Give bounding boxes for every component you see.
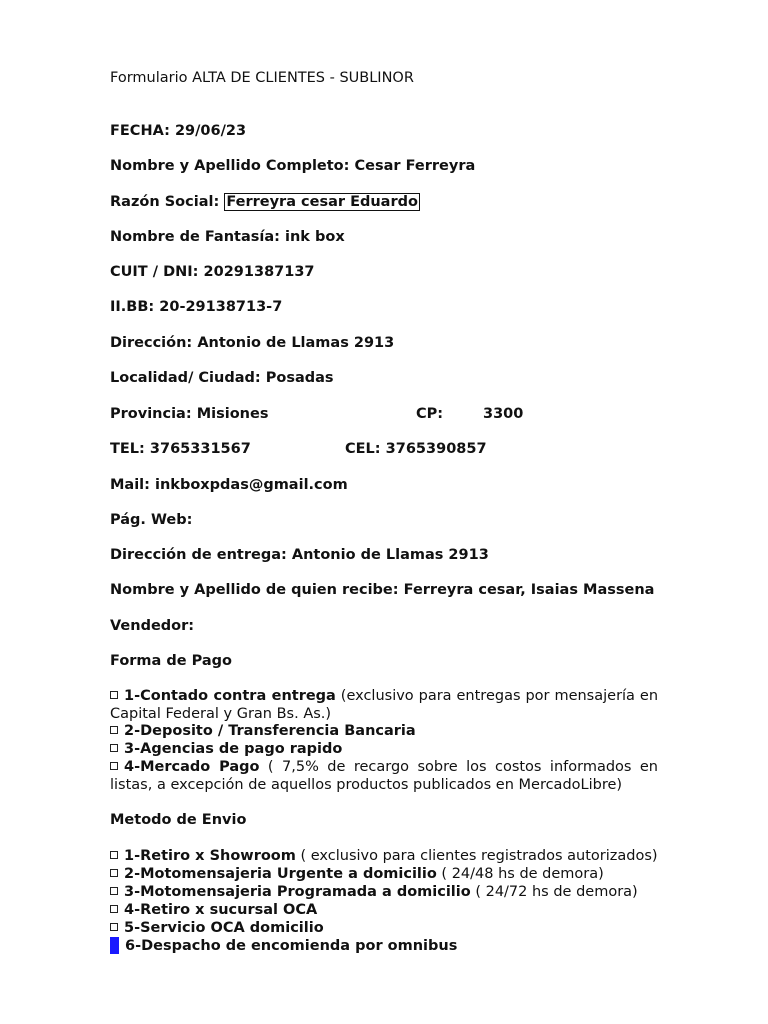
checkbox-icon[interactable] (110, 869, 118, 877)
field-fecha: FECHA: 29/06/23 (110, 123, 247, 139)
field-vendedor: Vendedor: (110, 618, 195, 634)
field-cp-label: CP: (416, 406, 444, 422)
field-razon-social: Razón Social: Ferreyra cesar Eduardo (110, 194, 418, 210)
envio-option-1[interactable]: 1-Retiro x Showroom ( exclusivo para clientes registrados autorizados) (110, 847, 658, 865)
selected-checkbox-icon[interactable] (110, 937, 119, 954)
field-mail: Mail: inkboxpdas@gmail.com (110, 477, 348, 493)
field-entrega: Dirección de entrega: Antonio de Llamas 2913 (110, 547, 489, 563)
pago-option-1[interactable]: 1-Contado contra entrega (exclusivo para entregas por mensajería en Capital Federal y Gran Bs. As.) (110, 688, 659, 722)
checkbox-icon[interactable] (110, 905, 118, 913)
pago-heading: Forma de Pago (110, 653, 232, 669)
pago-option-4[interactable]: 4-Mercado Pago ( 7,5% de recargo sobre los costos informados en listas, a excepción de aquellos productos publicados en MercadoLibre) (110, 759, 658, 793)
field-web: Pág. Web: (110, 512, 193, 528)
checkbox-icon[interactable] (110, 851, 118, 859)
field-fantasia: Nombre de Fantasía: ink box (110, 229, 345, 245)
checkbox-icon[interactable] (110, 726, 118, 734)
field-localidad: Localidad/ Ciudad: Posadas (110, 370, 334, 386)
pago-option-3[interactable]: 3-Agencias de pago rapido (110, 740, 342, 758)
field-nombre: Nombre y Apellido Completo: Cesar Ferreyra (110, 158, 476, 174)
field-cp-value: 3300 (483, 406, 524, 422)
envio-option-4[interactable]: 4-Retiro x sucursal OCA (110, 901, 317, 919)
checkbox-icon[interactable] (110, 923, 118, 931)
envio-option-2[interactable]: 2-Motomensajeria Urgente a domicilio ( 24/48 hs de demora) (110, 865, 604, 883)
field-provincia: Provincia: Misiones (110, 406, 269, 422)
field-recibe: Nombre y Apellido de quien recibe: Ferreyra cesar, Isaias Massena (110, 582, 655, 598)
field-cuit: CUIT / DNI: 20291387137 (110, 264, 315, 280)
field-cel: CEL: 3765390857 (345, 441, 487, 457)
field-tel: TEL: 3765331567 (110, 441, 251, 457)
envio-option-3[interactable]: 3-Motomensajeria Programada a domicilio ( 24/72 hs de demora) (110, 883, 638, 901)
document-title: Formulario ALTA DE CLIENTES - SUBLINOR (110, 70, 414, 86)
envio-option-6[interactable]: 6-Despacho de encomienda por omnibus (110, 937, 457, 955)
field-direccion: Dirección: Antonio de Llamas 2913 (110, 335, 395, 351)
razon-social-input[interactable]: Ferreyra cesar Eduardo (226, 194, 418, 210)
envio-heading: Metodo de Envio (110, 812, 247, 828)
field-iibb: II.BB: 20-29138713-7 (110, 299, 283, 315)
checkbox-icon[interactable] (110, 762, 118, 770)
pago-option-2[interactable]: 2-Deposito / Transferencia Bancaria (110, 722, 416, 740)
checkbox-icon[interactable] (110, 744, 118, 752)
checkbox-icon[interactable] (110, 691, 118, 699)
envio-option-5[interactable]: 5-Servicio OCA domicilio (110, 919, 324, 937)
checkbox-icon[interactable] (110, 887, 118, 895)
